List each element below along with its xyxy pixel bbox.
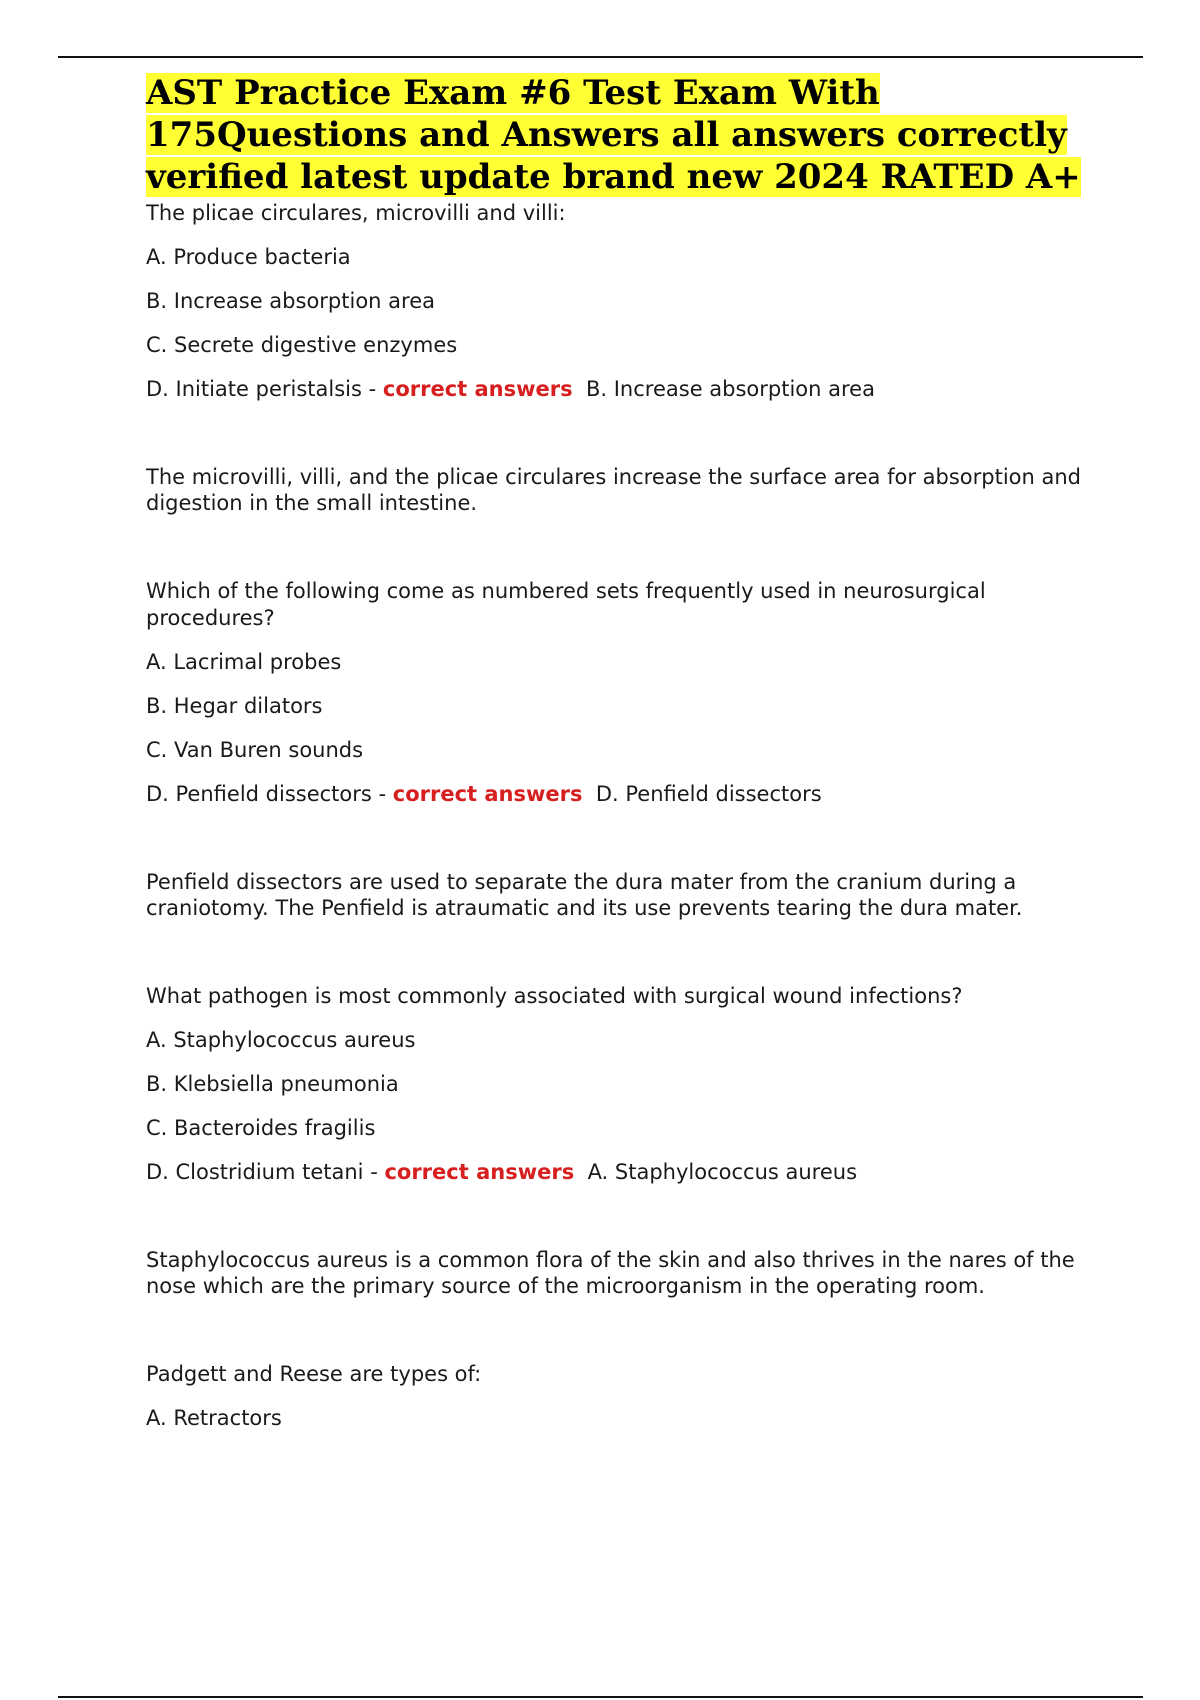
option-c: C. Bacteroides fragilis [146, 1116, 376, 1140]
explanation-text: Penfield dissectors are used to separate the dura mater from the cranium during a craniotomy. The Penfield is atraumatic and its use prevents tearing the dura mater. [146, 870, 1023, 920]
document-page [146, 72, 1106, 1432]
question-block [146, 1361, 1106, 1432]
option-a: A. Lacrimal probes [146, 650, 342, 674]
option-d-with-answer [146, 1159, 1106, 1186]
title-highlight: AST Practice Exam #6 Test Exam With 175Questions and Answers all answers correctly verified latest update brand new 2024 RATED A+ [146, 73, 1081, 197]
question-block [146, 200, 1106, 516]
answer-text: A. Staphylococcus aureus [587, 1160, 858, 1184]
question-text: What pathogen is most commonly associated with surgical wound infections? [146, 984, 963, 1008]
option-b: B. Hegar dilators [146, 694, 323, 718]
option-d: D. Clostridium tetani - [146, 1160, 385, 1184]
answer-text: B. Increase absorption area [585, 377, 875, 401]
option-d: D. Initiate peristalsis - [146, 377, 383, 401]
option-d: D. Penfield dissectors - [146, 782, 393, 806]
option-d-with-answer [146, 781, 1106, 808]
question-text: Which of the following come as numbered sets frequently used in neurosurgical procedures? [146, 579, 986, 630]
bottom-rule [58, 1696, 1143, 1698]
top-rule [58, 56, 1143, 58]
question-block [146, 578, 1106, 921]
option-b: B. Klebsiella pneumonia [146, 1072, 399, 1096]
question-text: The plicae circulares, microvilli and villi: [146, 201, 566, 225]
question-text: Padgett and Reese are types of: [146, 1362, 482, 1386]
option-d-with-answer [146, 376, 1106, 403]
option-c: C. Secrete digestive enzymes [146, 333, 458, 357]
option-a: A. Retractors [146, 1406, 282, 1430]
answer-text: D. Penfield dissectors [595, 782, 822, 806]
explanation-text: The microvilli, villi, and the plicae circulares increase the surface area for absorption and digestion in the small intestine. [146, 465, 1082, 515]
correct-answers-label: correct answers [392, 782, 583, 806]
option-b: B. Increase absorption area [146, 289, 435, 313]
correct-answers-label: correct answers [384, 1160, 575, 1184]
question-block [146, 983, 1106, 1299]
explanation-text: Staphylococcus aureus is a common flora of the skin and also thrives in the nares of the nose which are the primary source of the microorganism in the operating room. [146, 1248, 1075, 1298]
document-title [146, 72, 1106, 198]
option-a: A. Staphylococcus aureus [146, 1028, 416, 1052]
option-c: C. Van Buren sounds [146, 738, 364, 762]
correct-answers-label: correct answers [382, 377, 573, 401]
option-a: A. Produce bacteria [146, 245, 351, 269]
